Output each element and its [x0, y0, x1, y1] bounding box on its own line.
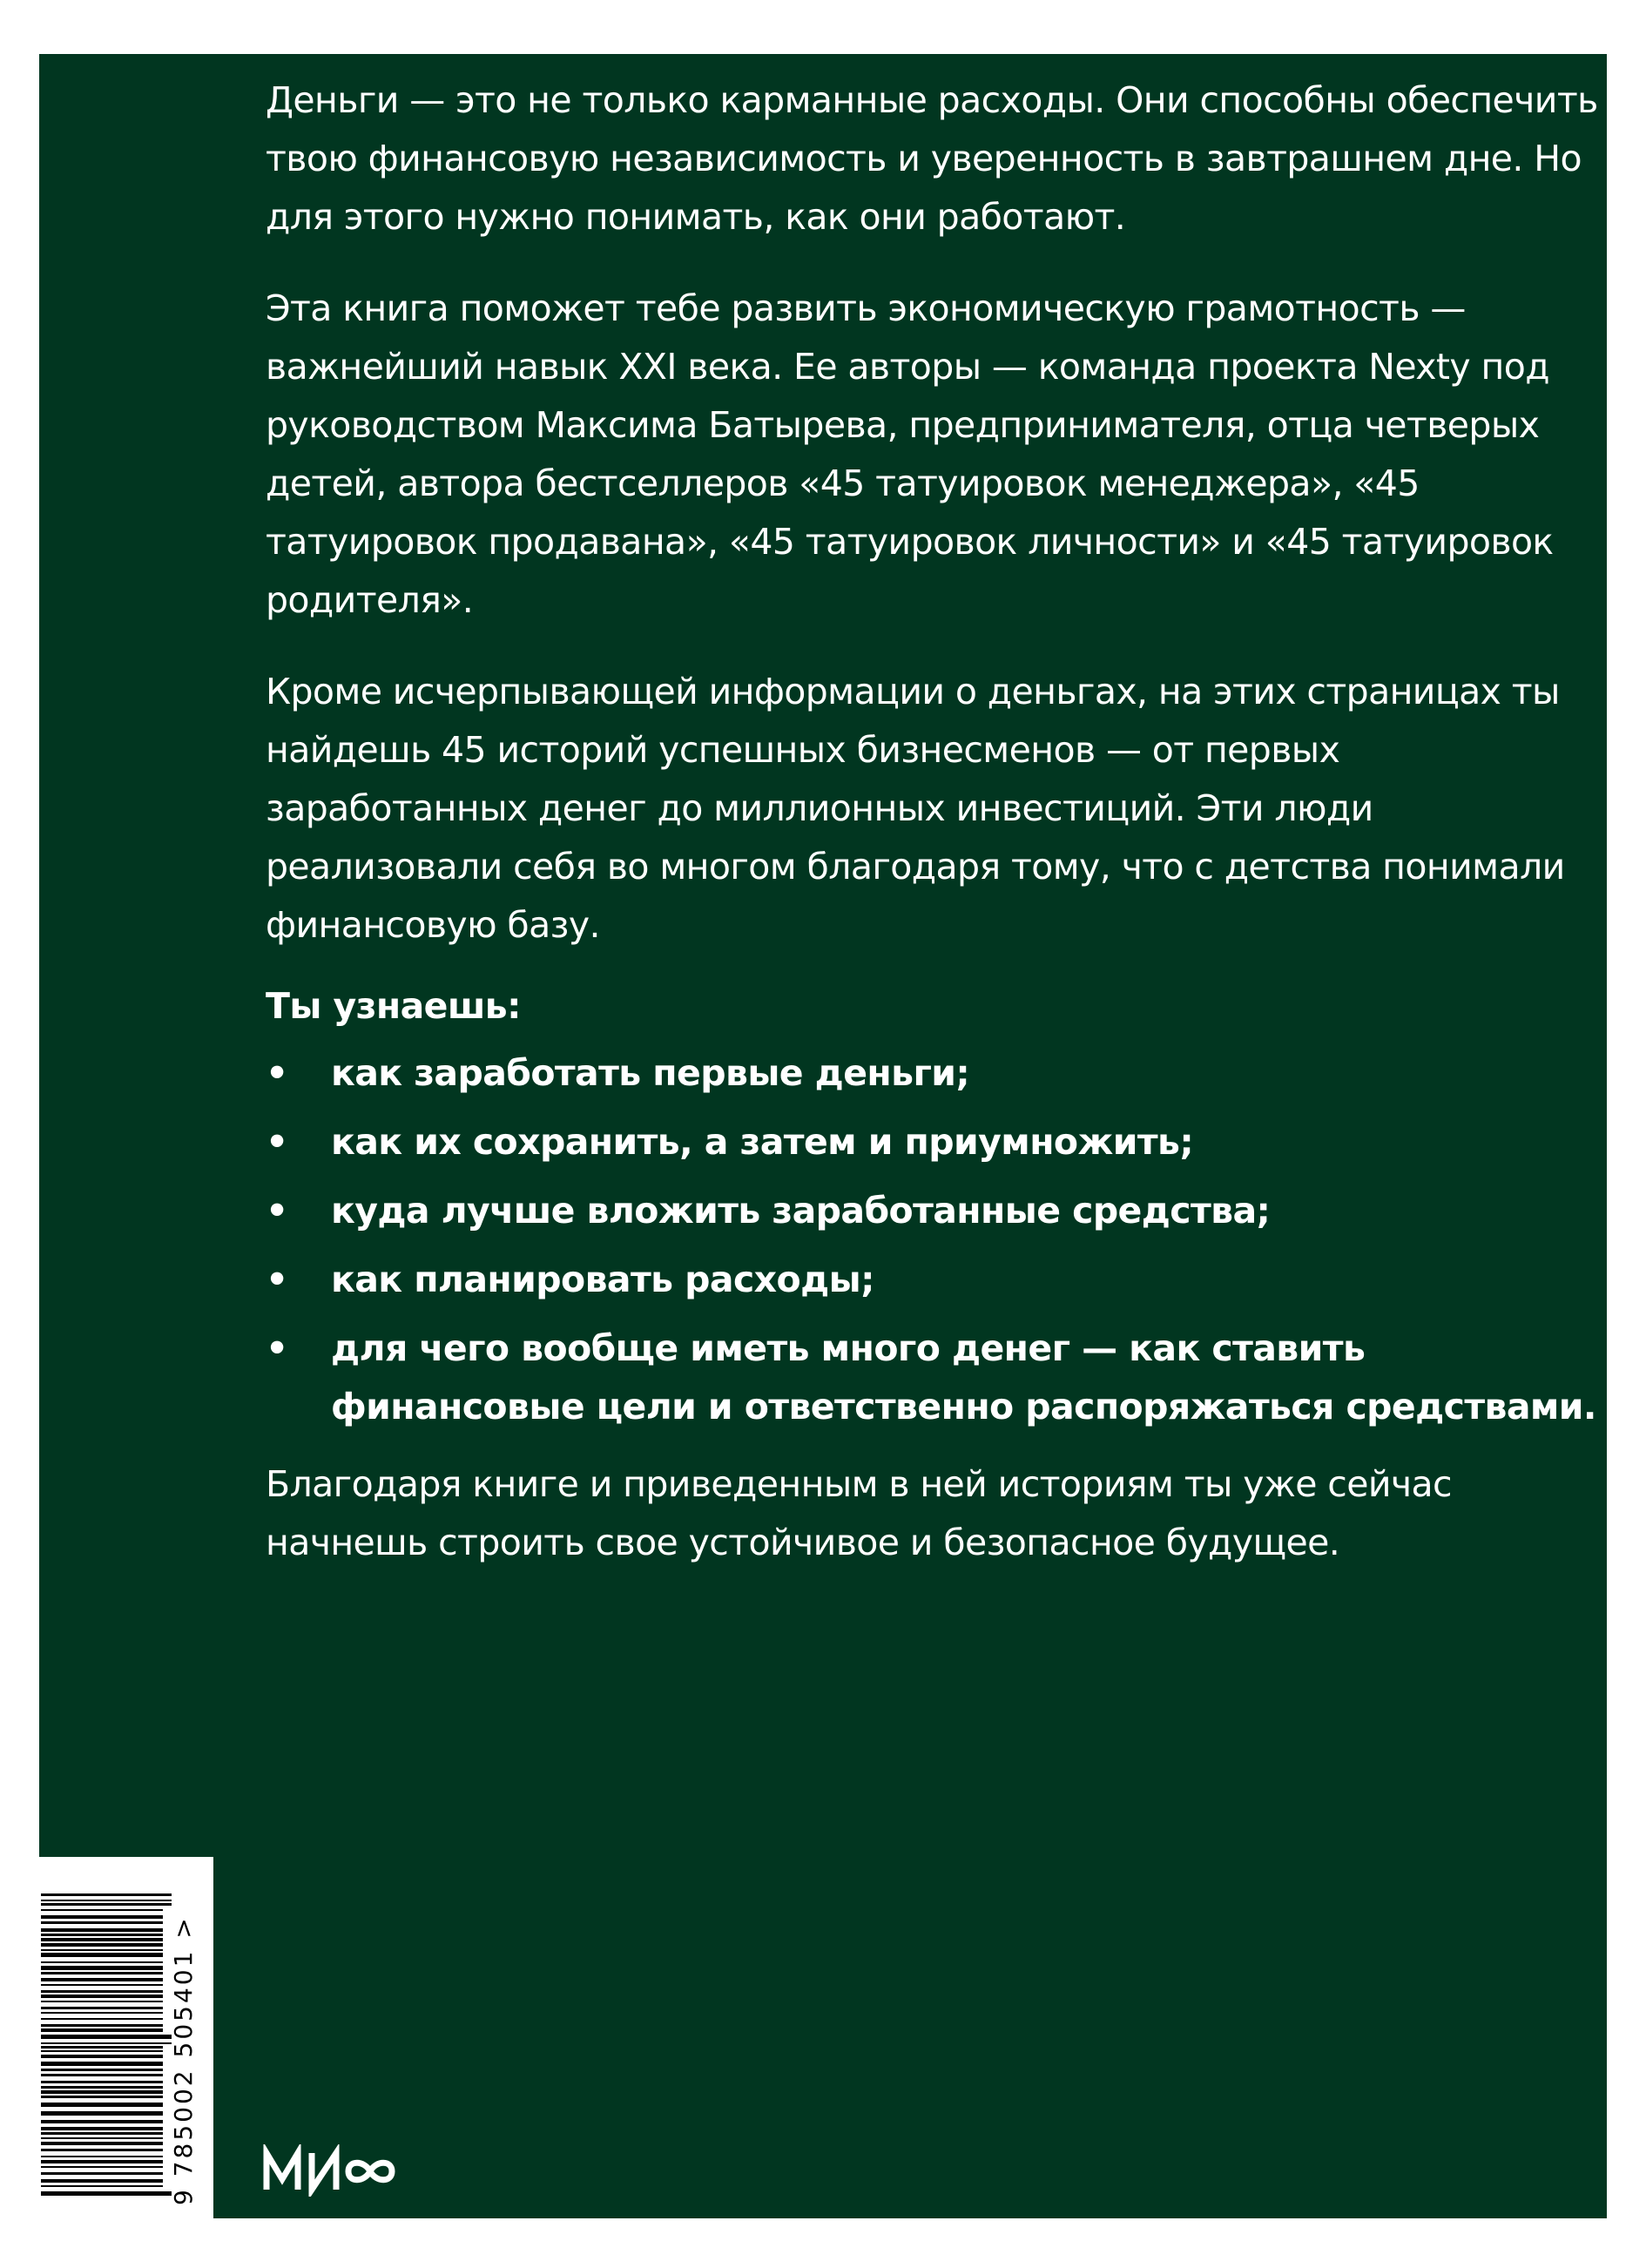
barcode-bar — [41, 1900, 172, 1901]
barcode-bar — [41, 2081, 163, 2083]
barcode-bar — [41, 1915, 163, 1919]
barcode-bar — [41, 2018, 163, 2020]
barcode-bar — [41, 2074, 163, 2076]
barcode-bar — [41, 1953, 163, 1957]
blurb-paragraph-2: Эта книга поможет тебе развить экономическую грамотность — важнейший навык XXI века. Ее авторы — команда проекта Nexty под руководством Максима Батырева, предпринимателя, отца четверых детей, автора бестселлеров «45 татуировок менеджера», «45 татуировок продавана», «45 татуировок личности» и «45 татуировок родителя». — [266, 287, 1554, 621]
bullet-icon: • — [266, 1190, 288, 1232]
barcode-bar — [41, 2166, 163, 2168]
blurb-paragraph-3: Кроме исчерпывающей информации о деньгах, на этих страницах ты найдешь 45 историй успешных бизнесменов — от первых заработанных денег до миллионных инвестиций. Эти люди реализовали себя во многом благодаря тому, что с детства понимали финансовую базу. — [266, 671, 1565, 946]
barcode-bar — [41, 1949, 163, 1951]
barcode-bar — [41, 2042, 172, 2044]
barcode-digits: 9 785002 505401 > — [169, 1915, 198, 2205]
learn-item — [266, 1251, 1607, 1309]
barcode-bar — [41, 1934, 163, 1936]
barcode-bar — [41, 1943, 163, 1947]
learn-item-text: для чего вообще иметь много денег — как ставить финансовые цели и ответственно распоряжаться средствами. — [331, 1327, 1596, 1428]
barcode-bar — [41, 2191, 172, 2196]
barcode-bar — [41, 2069, 163, 2071]
barcode-bar — [41, 2001, 163, 2002]
blurb-paragraph-1: Деньги — это не только карманные расходы. Они способны обеспечить твою финансовую независимость и уверенность в завтрашнем дне. Но для этого нужно понимать, как они работают. — [266, 79, 1598, 238]
barcode-bar — [41, 2142, 163, 2145]
learn-item-text: куда лучше вложить заработанные средства; — [331, 1190, 1271, 1232]
barcode-bar — [41, 1909, 163, 1911]
barcode-bar — [41, 2046, 163, 2049]
learn-heading: Ты узнаешь: — [266, 985, 521, 1027]
barcode-bar — [41, 2103, 163, 2107]
barcode-bar — [41, 2024, 163, 2027]
publisher-logo-icon — [261, 2144, 409, 2197]
barcode-bar — [41, 2028, 163, 2032]
barcode-bar — [41, 2137, 163, 2139]
barcode-bar — [41, 1903, 172, 1906]
blurb-paragraph-4: Благодаря книге и приведенным в ней историям ты уже сейчас начнешь строить свое устойчивое и безопасное будущее. — [266, 1463, 1452, 1563]
barcode-bar — [41, 2050, 163, 2052]
learn-list — [266, 1044, 1607, 1436]
learn-item — [266, 1320, 1607, 1436]
learn-item — [266, 1113, 1607, 1171]
bullet-icon: • — [266, 1052, 288, 1094]
barcode-bar — [41, 1938, 163, 1941]
blurb-text — [266, 54, 1607, 1572]
barcode-bar — [41, 1972, 163, 1974]
barcode-bar — [41, 1984, 163, 1986]
barcode-bar — [41, 2062, 163, 2066]
barcode-bar — [41, 2156, 163, 2157]
barcode-bar — [41, 1995, 163, 1998]
barcode-bar — [41, 1966, 163, 1970]
barcode-bar — [41, 1961, 163, 1963]
barcode-bar — [41, 2055, 163, 2058]
learn-item-text: как заработать первые деньги; — [331, 1052, 970, 1094]
barcode-bar — [41, 2149, 163, 2151]
barcode-bar — [41, 2096, 163, 2098]
barcode-bar — [41, 2007, 163, 2009]
barcode-bar — [41, 2160, 163, 2163]
barcode-bar — [41, 2179, 163, 2183]
bullet-icon: • — [266, 1259, 288, 1300]
learn-item — [266, 1044, 1607, 1103]
bullet-icon: • — [266, 1327, 288, 1369]
barcode-bar — [41, 2120, 163, 2123]
barcode-bar — [41, 1990, 163, 1993]
barcode-bar — [41, 2090, 163, 2094]
barcode-panel — [39, 1857, 213, 2218]
back-cover — [39, 54, 1607, 2218]
barcode-bar — [41, 2086, 163, 2089]
barcode-bar — [41, 2132, 163, 2135]
barcode-bar — [41, 2035, 172, 2039]
barcode-bar — [41, 2127, 163, 2130]
barcode-bar — [41, 2172, 163, 2175]
barcode-bar — [41, 2012, 163, 2014]
barcode-bar — [41, 1893, 172, 1896]
learn-item-text: как их сохранить, а затем и приумножить; — [331, 1121, 1194, 1163]
barcode-bar — [41, 2111, 163, 2116]
learn-item — [266, 1182, 1607, 1240]
learn-item-text: как планировать расходы; — [331, 1259, 874, 1300]
bullet-icon: • — [266, 1121, 288, 1163]
barcode-bar — [41, 1921, 163, 1924]
barcode-bar — [41, 2185, 163, 2187]
barcode-bar — [41, 1928, 163, 1932]
barcode-bar — [41, 1978, 163, 1981]
